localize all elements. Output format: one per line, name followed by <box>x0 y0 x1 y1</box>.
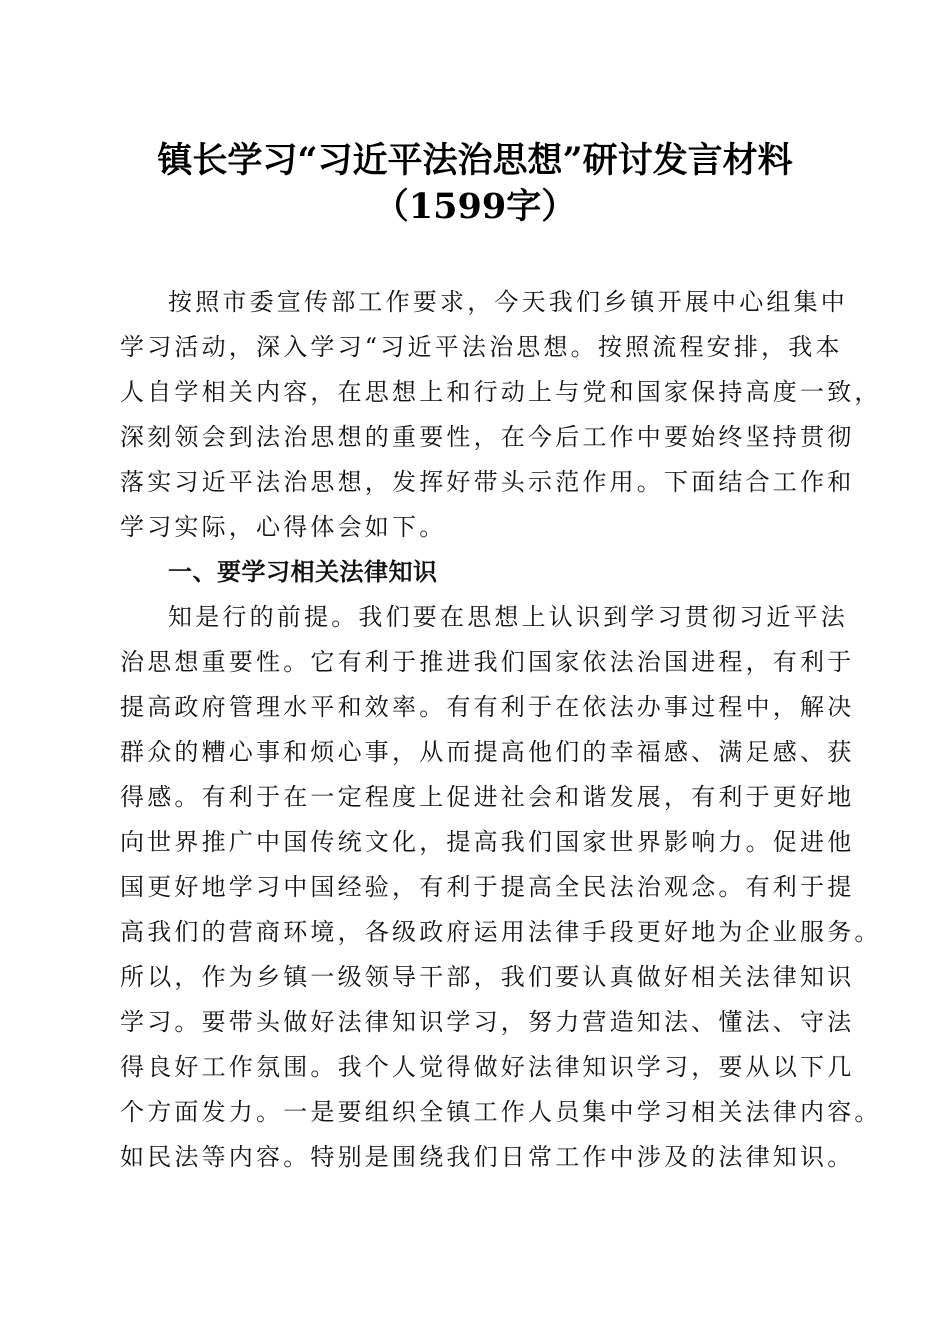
paragraph-line: 学习实际，心得体会如下。 <box>120 513 447 541</box>
paragraph-line: 学习活动，深入学习“习近平法治思想。按照流程安排，我本 <box>120 333 843 361</box>
paragraph-line: 高我们的营商环境，各级政府运用法律手段更好地为企业服务。 <box>120 918 882 946</box>
paragraph-line: 提高政府管理水平和效率。有有利于在依法办事过程中，解决 <box>120 693 855 721</box>
section-heading: 一、要学习相关法律知识 <box>168 558 438 586</box>
paragraph-line: 国更好地学习中国经验，有利于提高全民法治观念。有利于提 <box>120 873 855 901</box>
document-title: 镇长学习“习近平法治思想”研讨发言材料 <box>157 140 793 181</box>
paragraph-line: 人自学相关内容，在思想上和行动上与党和国家保持高度一致， <box>120 378 882 406</box>
paragraph-line: 落实习近平法治思想，发挥好带头示范作用。下面结合工作和 <box>120 468 855 496</box>
paragraph-line: 治思想重要性。它有利于推进我们国家依法治国进程，有利于 <box>120 648 855 676</box>
paragraph-line: 按照市委宣传部工作要求，今天我们乡镇开展中心组集中 <box>168 288 848 316</box>
paragraph-line: 所以，作为乡镇一级领导干部，我们要认真做好相关法律知识 <box>120 963 855 991</box>
paragraph-line: 深刻领会到法治思想的重要性，在今后工作中要始终坚持贯彻 <box>120 423 855 451</box>
paragraph-line: 学习。要带头做好法律知识学习，努力营造知法、懂法、守法 <box>120 1008 855 1036</box>
paragraph-line: 个方面发力。一是要组织全镇工作人员集中学习相关法律内容。 <box>120 1098 882 1126</box>
document-subtitle-word-count: （1599字） <box>373 186 577 227</box>
paragraph-line: 如民法等内容。特别是围绕我们日常工作中涉及的法律知识。 <box>120 1143 855 1171</box>
paragraph-line: 向世界推广中国传统文化，提高我们国家世界影响力。促进他 <box>120 828 855 856</box>
paragraph-line: 得感。有利于在一定程度上促进社会和谐发展，有利于更好地 <box>120 783 855 811</box>
document-body <box>120 280 882 1180</box>
paragraph-line: 得良好工作氛围。我个人觉得做好法律知识学习，要从以下几 <box>120 1053 855 1081</box>
paragraph-line: 知是行的前提。我们要在思想上认识到学习贯彻习近平法 <box>168 603 848 631</box>
paragraph-line: 群众的糟心事和烦心事，从而提高他们的幸福感、满足感、获 <box>120 738 855 766</box>
